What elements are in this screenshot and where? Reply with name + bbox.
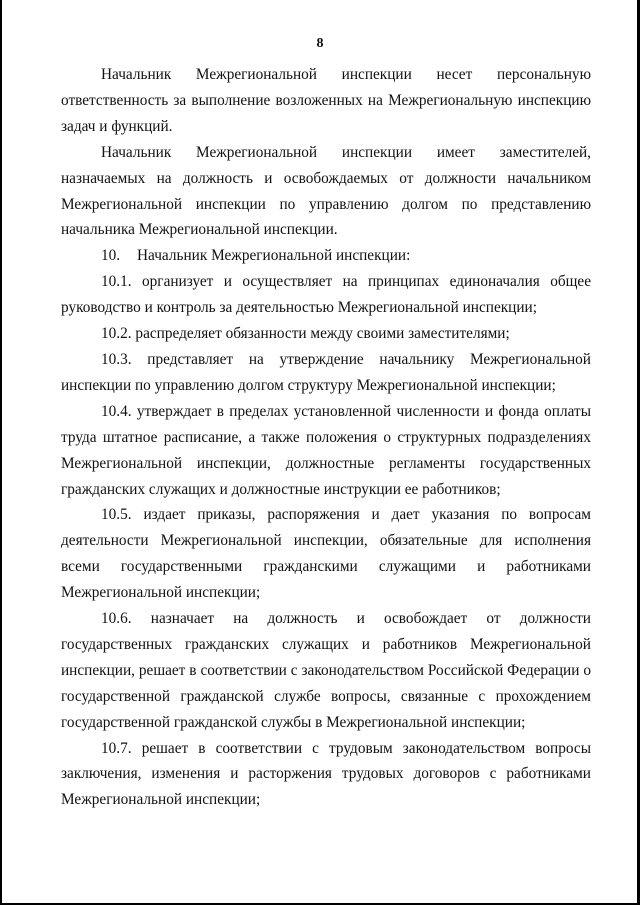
list-item-10-4: 10.4. утверждает в пределах установленной численности и фонда оплаты труда штатное расписание, а также положения о структурных подразделениях Межрегиональной инспекции, должностные регламенты государственных гражданских служащих и должностные инструкции ее работников; (61, 402, 591, 498)
paragraph-head-responsibility: Начальник Межрегиональной инспекции несет персональную ответственность за выполнение возложенных на Межрегиональную инспекцию задач и функций. (61, 66, 591, 135)
list-item-10-3: 10.3. представляет на утверждение начальнику Межрегиональной инспекции по управлению долгом структуру Межрегиональной инспекции; (61, 350, 591, 394)
paragraph-deputies: Начальник Межрегиональной инспекции имеет заместителей, назначаемых на должность и освобождаемых от должности начальником Межрегиональной инспекции по управлению долгом по представлению начальника Межрегиональной инспекции. (61, 143, 591, 239)
scan-border-left (0, 0, 2, 905)
section-10-title: Начальник Межрегиональной инспекции: (137, 247, 411, 265)
list-item-10-5: 10.5. издает приказы, распоряжения и дает указания по вопросам деятельности Межрегиональной инспекции, обязательные для исполнения всеми государственными гражданскими служащими и работниками Межрегиональной инспекции; (61, 506, 591, 602)
list-item-10-2: 10.2. распределяет обязанности между своими заместителями; (101, 325, 510, 343)
list-item-10-1: 10.1. организует и осуществляет на принципах единоначалия общее руководство и контроль за деятельностью Межрегиональной инспекции; (61, 273, 591, 317)
document-body (61, 62, 591, 813)
list-item-10-6: 10.6. назначает на должность и освобождает от должности государственных гражданских служащих и работников Межрегиональной инспекции, решает в соответствии с законодательством Российской Федерации о государственной гражданской службе вопросы, связанные с прохождением государственной гражданской службы в Межрегиональной инспекции; (61, 610, 591, 731)
page-number: 8 (316, 36, 324, 51)
list-item-10-7: 10.7. решает в соответствии с трудовым законодательством вопросы заключения, изменения и расторжения трудовых договоров с работниками Межрегиональной инспекции; (61, 739, 591, 809)
section-10-number: 10. (101, 247, 121, 265)
section-10-heading (61, 243, 591, 269)
